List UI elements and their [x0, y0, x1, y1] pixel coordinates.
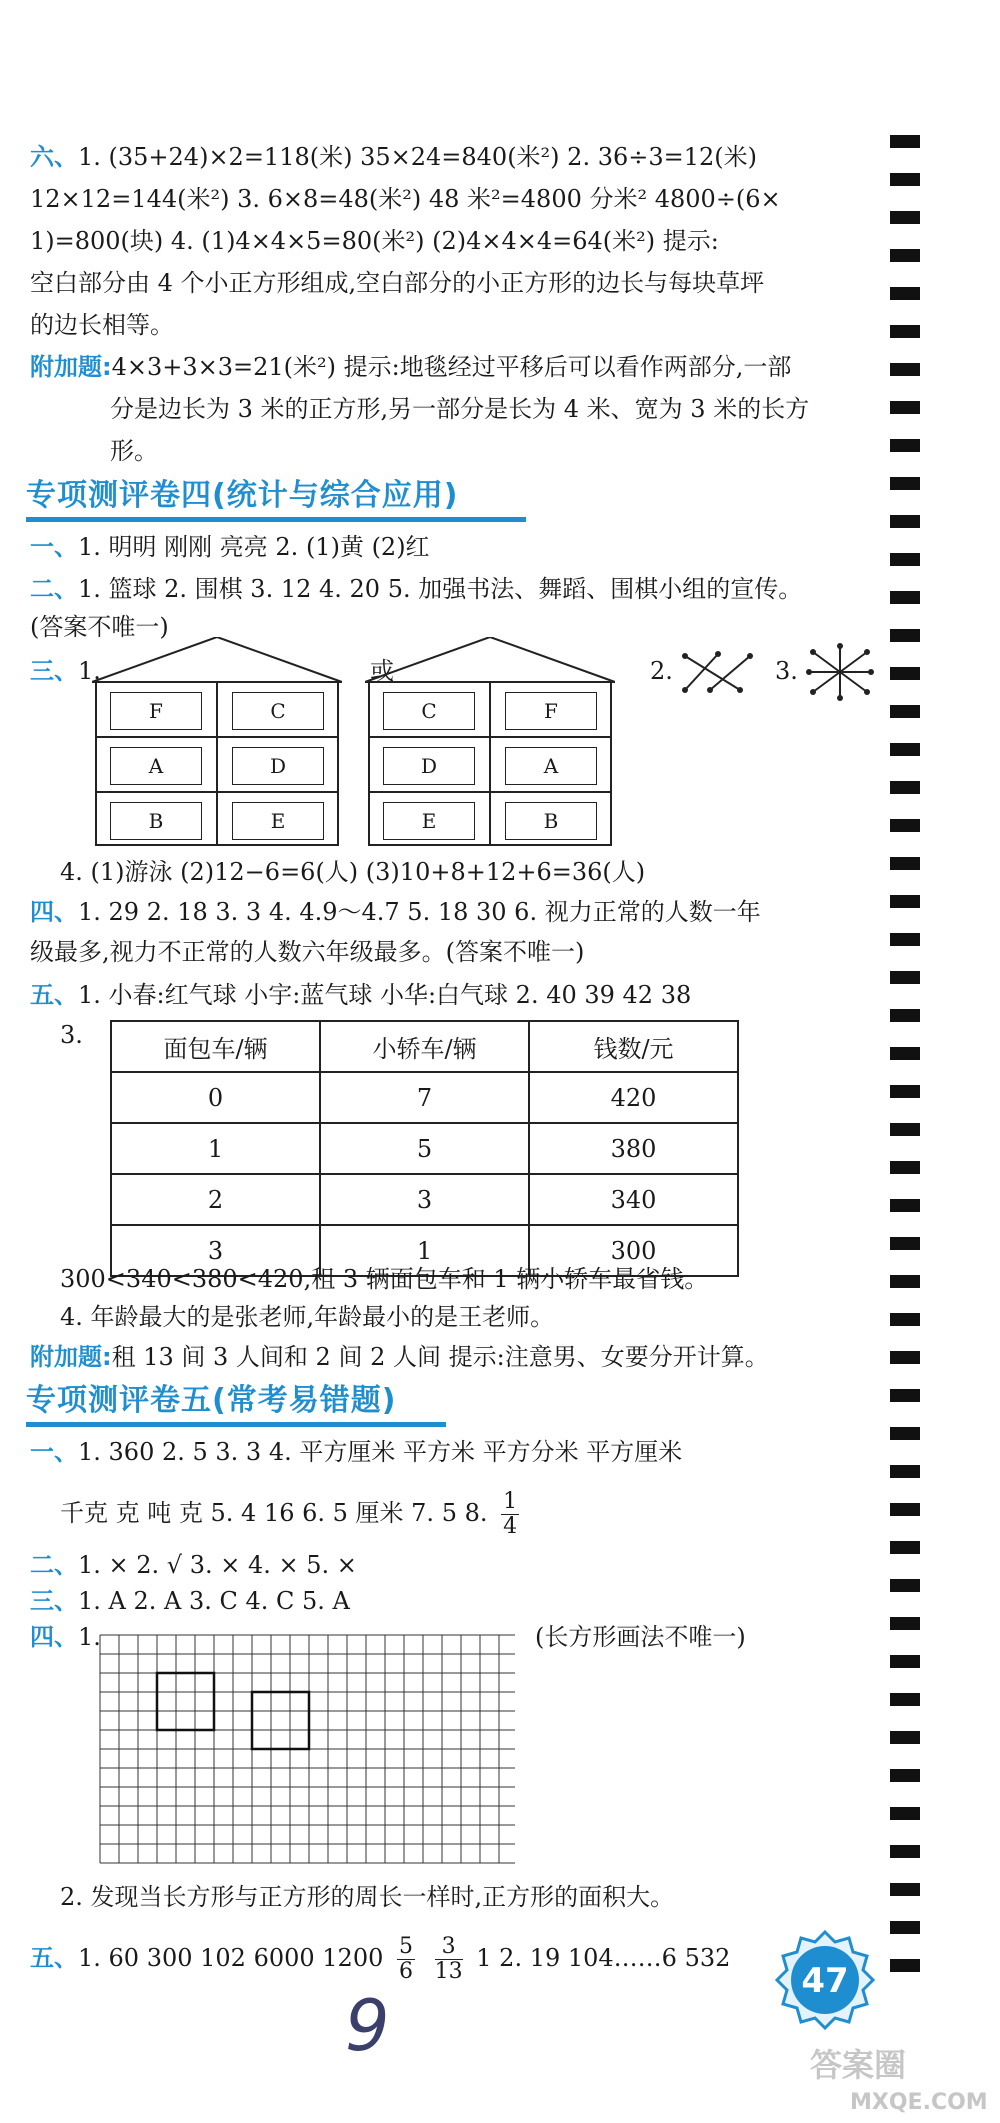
binding-dash	[890, 1959, 920, 1972]
extra1-line1: 附加题:4×3+3×3=21(米²) 提示:地毯经过平移后可以看作两部分,一部	[30, 353, 792, 381]
p4-q5: 五、1. 小春:红气球 小宇:蓝气球 小华:白气球 2. 40 39 42 38	[30, 981, 692, 1009]
p4-q5-4: 4. 年龄最大的是张老师,年龄最小的是王老师。	[60, 1303, 555, 1331]
binding-dash	[890, 1503, 920, 1516]
page-number-badge	[775, 1930, 875, 2030]
binding-dash	[890, 1731, 920, 1744]
p4-or: 或	[370, 657, 394, 685]
binding-dash	[890, 553, 920, 566]
p4-q2b: (答案不唯一)	[30, 613, 169, 641]
p4-q3: 三、1.	[30, 657, 101, 685]
binding-dash	[890, 211, 920, 224]
binding-dash	[890, 895, 920, 908]
handwritten-mark: 9	[345, 1985, 390, 2067]
extra1-line2: 分是边长为 3 米的正方形,另一部分是长为 4 米、宽为 3 米的长方	[110, 395, 810, 423]
table-cell: 3	[320, 1174, 529, 1225]
fraction: $\frac{3}{13}$	[434, 1934, 463, 1984]
p5-q5: 五、1. 60 300 102 6000 1200 $\frac{5}{6}$ $\frac{3}{13}$ 1 2. 19 104……6 532	[30, 1934, 731, 1984]
p5-q4-note: (长方形画法不唯一)	[535, 1623, 746, 1651]
p5-q4-2: 2. 发现当长方形与正方形的周长一样时,正方形的面积大。	[60, 1883, 675, 1911]
binding-dash	[890, 629, 920, 642]
p4-q5-conclusion: 300<340<380<420,租 3 辆面包车和 1 辆小轿车最省钱。	[60, 1265, 709, 1293]
binding-dash	[890, 667, 920, 680]
heading-underline	[26, 517, 526, 522]
binding-dash	[890, 515, 920, 528]
table-cell: 7	[320, 1072, 529, 1123]
table-header: 面包车/辆	[111, 1021, 320, 1072]
p4-q3-3: 3.	[775, 657, 798, 685]
binding-dash	[890, 1427, 920, 1440]
binding-dash	[890, 1199, 920, 1212]
p5-q3: 三、1. A 2. A 3. C 4. C 5. A	[30, 1587, 350, 1615]
binding-dash	[890, 1389, 920, 1402]
binding-dash	[890, 287, 920, 300]
binding-dash	[890, 1123, 920, 1136]
binding-dashes	[890, 135, 924, 1997]
table-header: 小轿车/辆	[320, 1021, 529, 1072]
binding-dash	[890, 857, 920, 870]
binding-dash	[890, 249, 920, 262]
rectangle-shape	[252, 1692, 309, 1749]
binding-dash	[890, 477, 920, 490]
table-header: 钱数/元	[529, 1021, 738, 1072]
heading-underline	[26, 1422, 446, 1427]
binding-dash	[890, 1085, 920, 1098]
binding-dash	[890, 1275, 920, 1288]
binding-dash	[890, 1807, 920, 1820]
binding-dash	[890, 1161, 920, 1174]
house2-room: C	[383, 692, 475, 730]
sec6-line1: 六、1. (35+24)×2=118(米) 35×24=840(米²) 2. 36÷3=12(米)	[30, 143, 757, 171]
binding-dash	[890, 1047, 920, 1060]
table-cell: 1	[320, 1225, 529, 1276]
house1-room: A	[110, 747, 202, 785]
binding-dash	[890, 1883, 920, 1896]
house2-room: D	[383, 747, 475, 785]
square-shape	[157, 1673, 214, 1730]
sec6-line3: 1)=800(块) 4. (1)4×4×5=80(米²) (2)4×4×4=64(米²) 提示:	[30, 227, 719, 255]
house2-room: B	[505, 802, 597, 840]
table-row	[111, 1174, 738, 1225]
house-diagram-1	[92, 637, 342, 847]
binding-dash	[890, 1541, 920, 1554]
table-cell: 5	[320, 1123, 529, 1174]
watermark-url: MXQE.COM	[850, 2090, 988, 2115]
table-cell: 2	[111, 1174, 320, 1225]
p4-q4b: 级最多,视力不正常的人数六年级最多。(答案不唯一)	[30, 938, 585, 966]
binding-dash	[890, 971, 920, 984]
p5-q1b: 千克 克 吨 克 5. 4 16 6. 5 厘米 7. 5 8. $\frac{1}{4}$	[60, 1489, 518, 1539]
table-cell: 420	[529, 1072, 738, 1123]
p5-q2: 二、1. × 2. √ 3. × 4. × 5. ×	[30, 1551, 357, 1579]
section-heading-5: 专项测评卷五(常考易错题)	[26, 1383, 397, 1418]
house1-room: E	[232, 802, 324, 840]
house2-room: A	[505, 747, 597, 785]
binding-dash	[890, 1237, 920, 1250]
binding-dash	[890, 1921, 920, 1934]
binding-dash	[890, 363, 920, 376]
binding-dash	[890, 135, 920, 148]
binding-dash	[890, 591, 920, 604]
square-grid	[95, 1630, 515, 1885]
binding-dash	[890, 743, 920, 756]
cross-lines-figure	[680, 648, 760, 698]
sec6-line5: 的边长相等。	[30, 311, 174, 339]
binding-dash	[890, 1845, 920, 1858]
binding-dash	[890, 781, 920, 794]
sec6-line4: 空白部分由 4 个小正方形组成,空白部分的小正方形的边长与每块草坪	[30, 269, 765, 297]
binding-dash	[890, 173, 920, 186]
table-header-row	[111, 1021, 738, 1072]
binding-dash	[890, 439, 920, 452]
binding-dash	[890, 1655, 920, 1668]
binding-dash	[890, 705, 920, 718]
binding-dash	[890, 1693, 920, 1706]
house2-room: E	[383, 802, 475, 840]
page-number: 47	[801, 1961, 849, 2001]
house1-room: B	[110, 802, 202, 840]
p4-extra: 附加题:租 13 间 3 人间和 2 间 2 人间 提示:注意男、女要分开计算。	[30, 1343, 769, 1371]
p4-q4: 四、1. 29 2. 18 3. 3 4. 4.9～4.7 5. 18 30 6. 视力正常的人数一年	[30, 898, 761, 926]
house-diagram-2	[365, 637, 615, 847]
p5-q4: 四、1.	[30, 1623, 101, 1651]
table-cell: 300	[529, 1225, 738, 1276]
table-cell: 1	[111, 1123, 320, 1174]
binding-dash	[890, 1313, 920, 1326]
table-cell: 340	[529, 1174, 738, 1225]
binding-dash	[890, 1617, 920, 1630]
binding-dash	[890, 401, 920, 414]
binding-dash	[890, 1009, 920, 1022]
extra1-line3: 形。	[110, 437, 158, 465]
fraction: $\frac{1}{4}$	[503, 1489, 518, 1539]
binding-dash	[890, 819, 920, 832]
p4-q3-4: 4. (1)游泳 (2)12−6=6(人) (3)10+8+12+6=36(人)	[60, 858, 646, 886]
rental-table	[110, 1020, 739, 1277]
table-row	[111, 1072, 738, 1123]
p4-q3-2: 2.	[650, 657, 673, 685]
binding-dash	[890, 933, 920, 946]
house1-room: C	[232, 692, 324, 730]
fraction: $\frac{5}{6}$	[399, 1934, 413, 1984]
p5-q1: 一、1. 360 2. 5 3. 3 4. 平方厘米 平方米 平方分米 平方厘米	[30, 1438, 683, 1466]
table-cell: 0	[111, 1072, 320, 1123]
house1-room: F	[110, 692, 202, 730]
p4-q1: 一、1. 明明 刚刚 亮亮 2. (1)黄 (2)红	[30, 533, 430, 561]
table-row	[111, 1123, 738, 1174]
section-heading-4: 专项测评卷四(统计与综合应用)	[26, 478, 459, 513]
sec6-line2: 12×12=144(米²) 3. 6×8=48(米²) 48 米²=4800 分米² 4800÷(6×	[30, 185, 781, 213]
house1-room: D	[232, 747, 324, 785]
table-cell: 3	[111, 1225, 320, 1276]
binding-dash	[890, 1351, 920, 1364]
star-lines-figure	[805, 642, 875, 702]
binding-dash	[890, 1465, 920, 1478]
watermark: 答案圈	[810, 2046, 907, 2084]
binding-dash	[890, 1769, 920, 1782]
house2-room: F	[505, 692, 597, 730]
p4-q2: 二、1. 篮球 2. 围棋 3. 12 4. 20 5. 加强书法、舞蹈、围棋小组的宣传。	[30, 575, 803, 603]
p4-q5-3: 3.	[60, 1021, 83, 1049]
binding-dash	[890, 1579, 920, 1592]
table-cell: 380	[529, 1123, 738, 1174]
binding-dash	[890, 325, 920, 338]
